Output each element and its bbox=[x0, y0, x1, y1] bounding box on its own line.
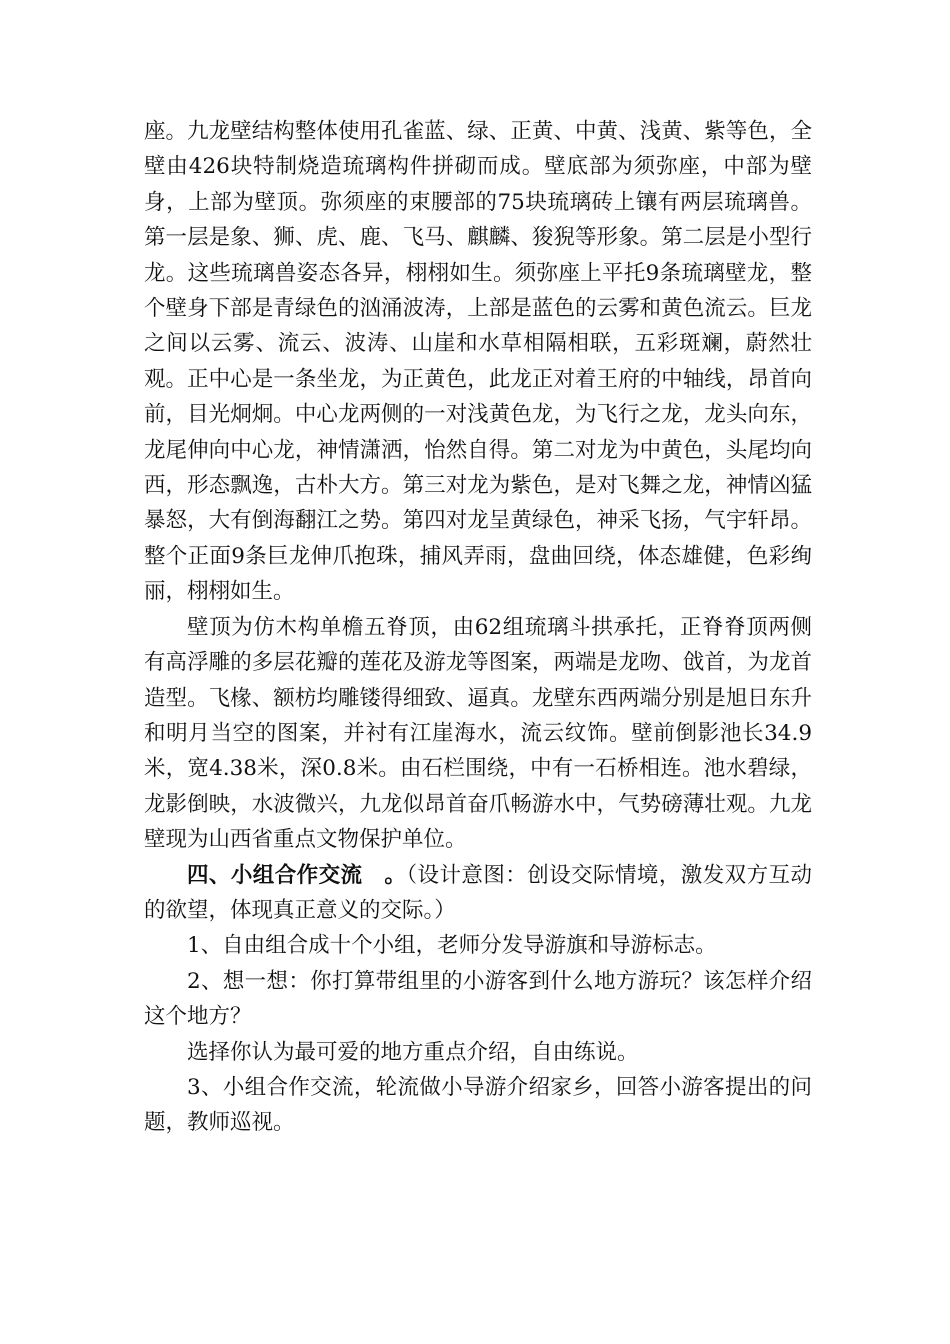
section-heading: 四、小组合作交流 。 bbox=[187, 862, 407, 888]
paragraph-step-one: 1、自由组合成十个小组，老师分发导游旗和导游标志。 bbox=[187, 933, 717, 959]
design-intent-note: （设计意图：创设交际情境，激发双方互动的欲望，体现真正意义的交际。） bbox=[144, 862, 812, 923]
document-page bbox=[144, 114, 812, 1141]
paragraph-wall-top-description: 壁顶为仿木构单檐五脊顶，由62组琉璃斗拱承托，正脊脊顶两侧有高浮雕的多层花瓣的莲花及游龙等图案，两端是龙吻、戗首，为龙首造型。飞椽、额枋均雕镂得细致、逼真。龙壁东西两端分别是旭日东升和明月当空的图案，并衬有江崖海水，流云纹饰。壁前倒影池长34.9米，宽4.38米，深0.8米。由石栏围绕，中有一石桥相连。池水碧绿，龙影倒映，水波微兴，九龙似昂首奋爪畅游水中，气势磅薄壮观。九龙壁现为山西省重点文物保护单位。 bbox=[144, 614, 812, 853]
paragraph-nine-dragon-wall-structure: 座。九龙壁结构整体使用孔雀蓝、绿、正黄、中黄、浅黄、紫等色，全壁由426块特制烧造琉璃构件拼砌而成。壁底部为须弥座，中部为壁身，上部为壁顶。弥须座的束腰部的75块琉璃砖上镶有两层琉璃兽。第一层是象、狮、虎、鹿、飞马、麒麟、狻猊等形象。第二层是小型行龙。这些琉璃兽姿态各异，栩栩如生。须弥座上平托9条琉璃壁龙，整个壁身下部是青绿色的汹涌波涛，上部是蓝色的云雾和黄色流云。巨龙之间以云雾、流云、波涛、山崖和水草相隔相联，五彩斑斓，蔚然壮观。正中心是一条坐龙，为正黄色，此龙正对着王府的中轴线，昂首向前，目光炯炯。中心龙两侧的一对浅黄色龙，为飞行之龙，龙头向东，龙尾伸向中心龙，神情潇洒，怡然自得。第二对龙为中黄色，头尾均向西，形态飘逸，古朴大方。第三对龙为紫色，是对飞舞之龙，神情凶猛暴怒，大有倒海翻江之势。第四对龙呈黄绿色，神采飞扬，气宇轩昂。整个正面9条巨龙伸爪抱珠，捕风弄雨，盘曲回绕，体态雄健，色彩绚丽，栩栩如生。 bbox=[144, 119, 812, 605]
paragraph-step-two: 2、想一想：你打算带组里的小游客到什么地方游玩？该怎样介绍这个地方？ bbox=[144, 968, 812, 1030]
paragraph-step-three: 3、小组合作交流，轮流做小导游介绍家乡，回答小游客提出的问题，教师巡视。 bbox=[144, 1074, 812, 1136]
paragraph-section-four bbox=[144, 858, 812, 929]
paragraph-step-two-note: 选择你认为最可爱的地方重点介绍，自由练说。 bbox=[187, 1039, 639, 1065]
